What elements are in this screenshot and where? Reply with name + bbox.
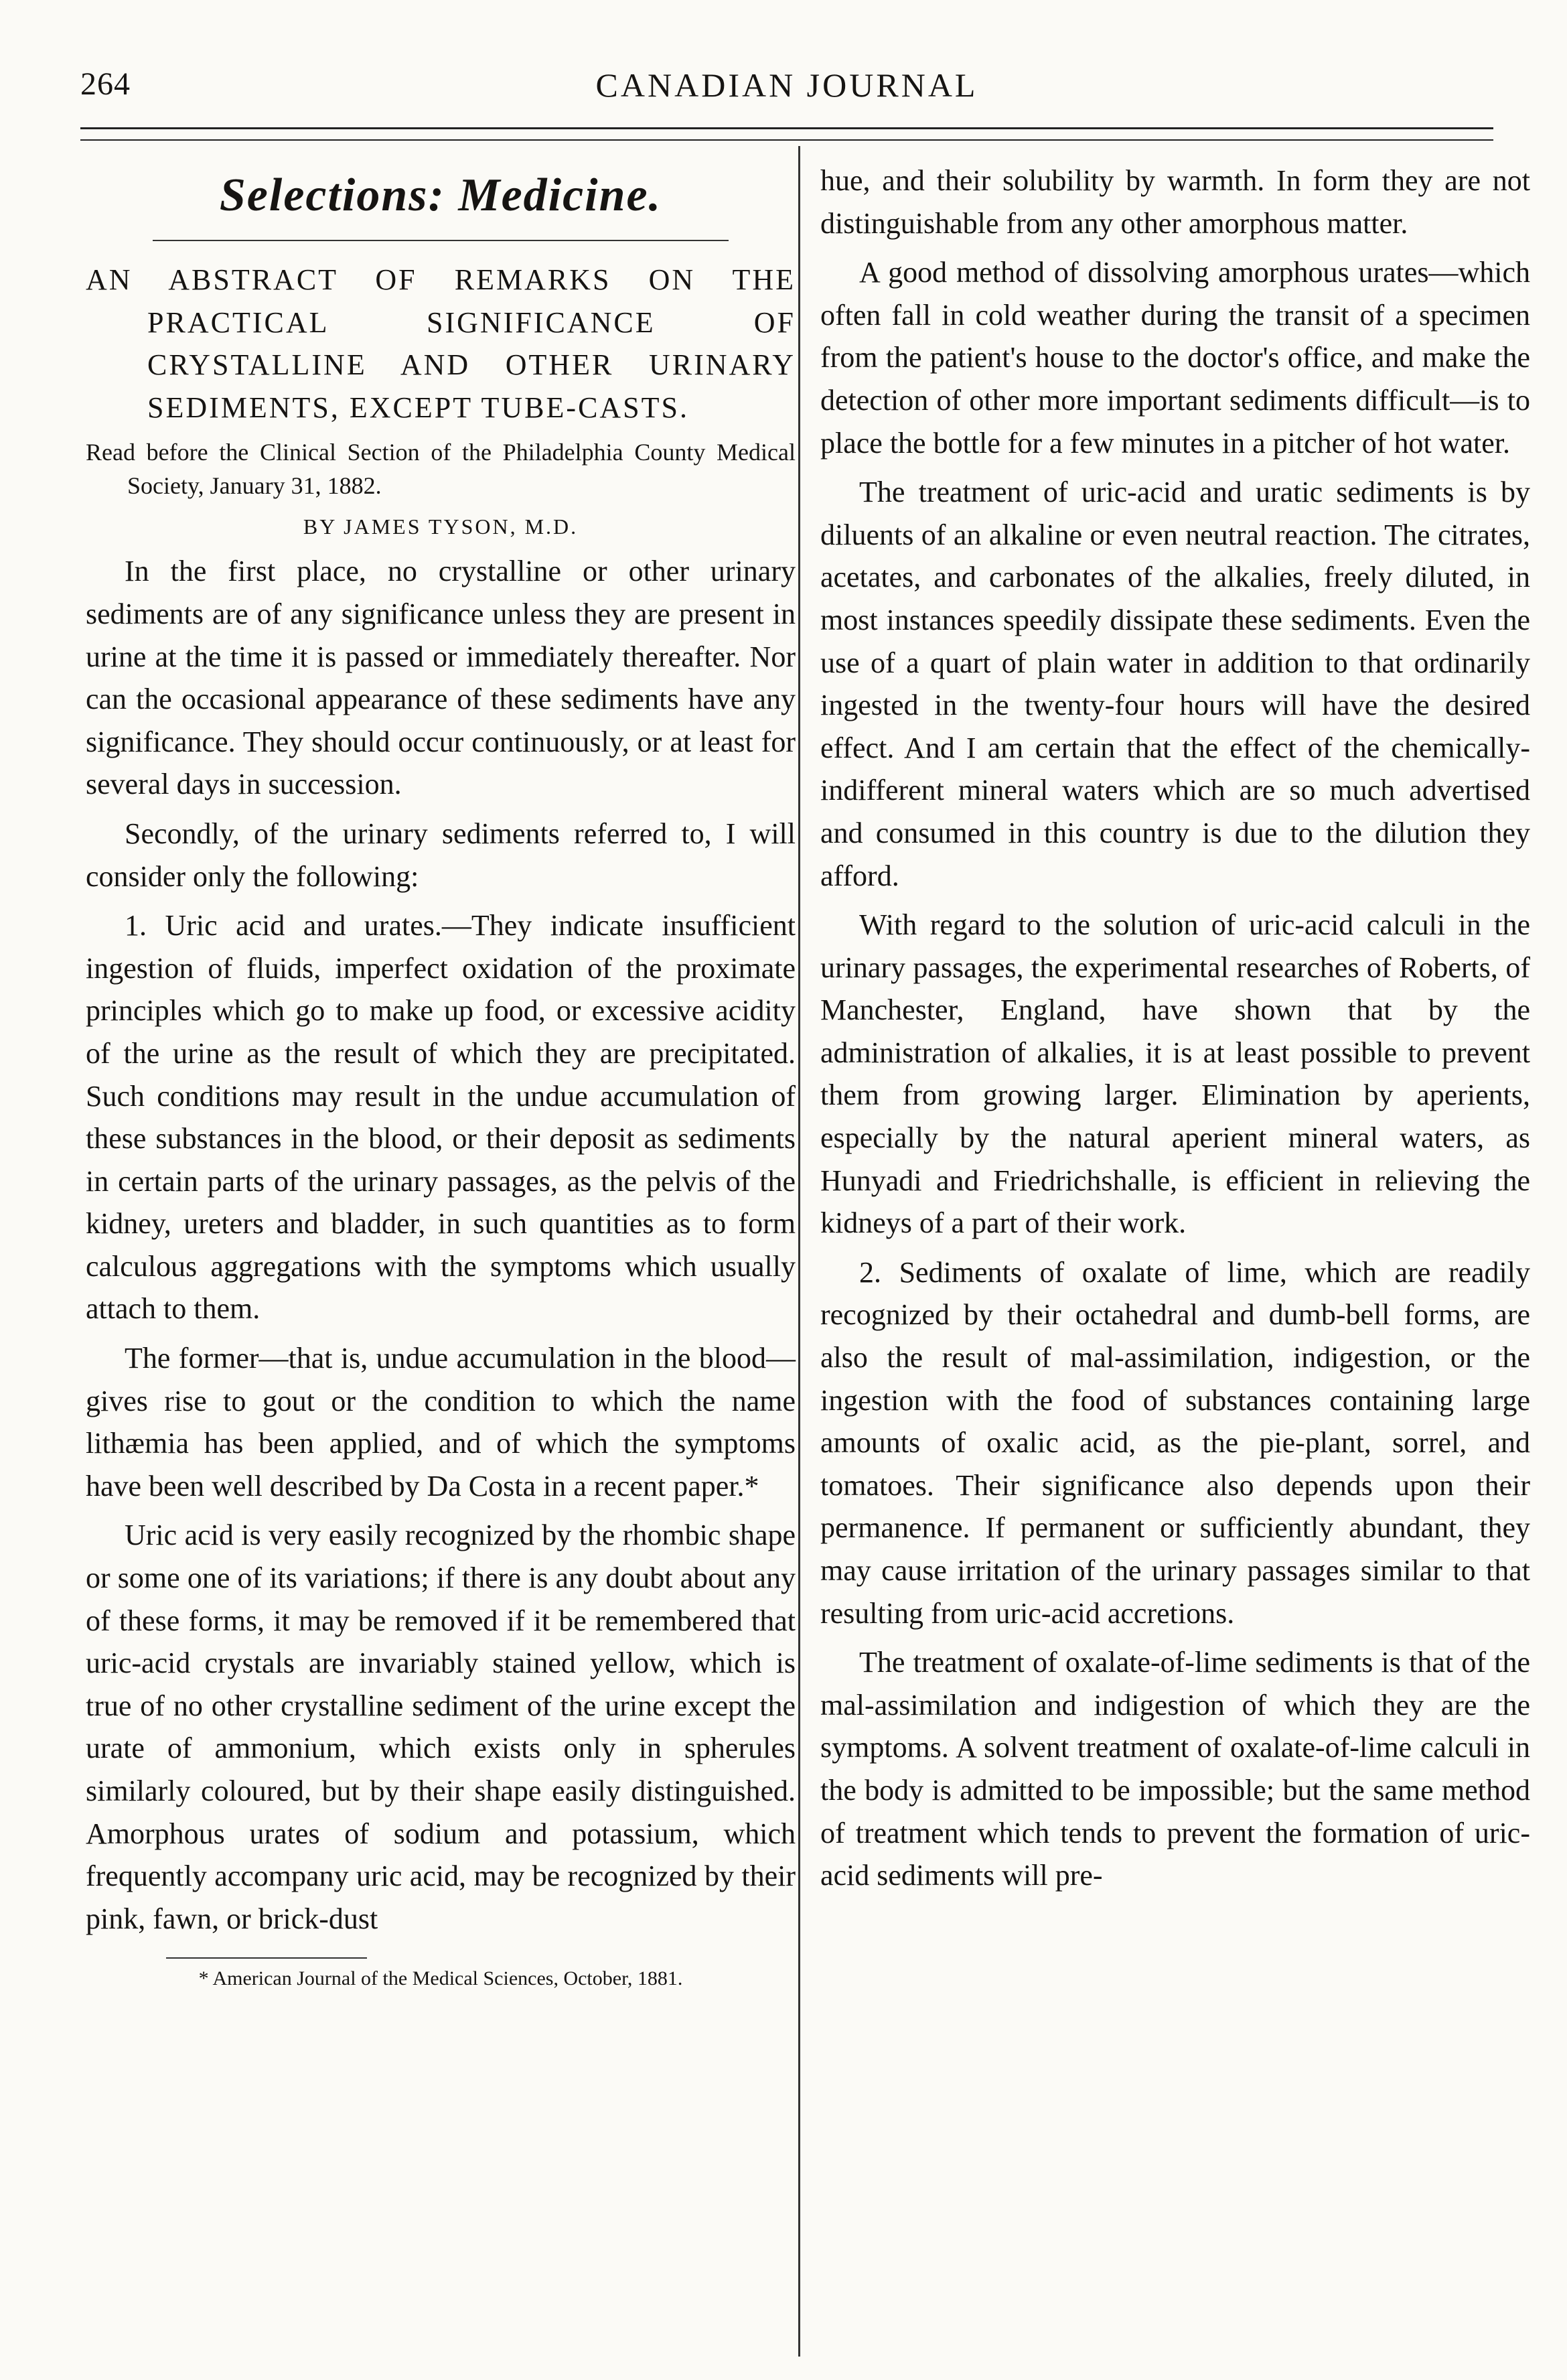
section-heading: Selections: Medicine. <box>219 169 662 221</box>
left-paragraph-5: Uric acid is very easily recognized by the rhombic shape or some one of its variations; if there is any doubt about any of these forms, it may be removed if it be remembered that uric-acid crystals are invariably stained yellow, which is true of no other crystalline sediment of the urine except the urate of ammonium, which exists only in spherules similarly coloured, but by their shape easily distinguished. Amorphous urates of sodium and potassium, which frequently accompany uric acid, may be recognized by their pink, fawn, or brick-dust <box>86 1519 796 1935</box>
left-paragraph-4: The former—that is, undue accumulation in the blood—gives rise to gout or the condition to which the name lithæmia has been applied, and of which the symptoms have been well described by Da Costa in a recent paper.* <box>86 1342 796 1502</box>
column-divider <box>798 146 800 2357</box>
left-paragraph-2: Secondly, of the urinary sediments referred to, I will consider only the following: <box>86 817 796 893</box>
right-paragraph-3: The treatment of uric-acid and uratic sediments is by diluents of an alkaline or even neutral reaction. The citrates, acetates, and carbonates of the alkalies, freely diluted, in most instances speedily dissipate these sediments. Even the use of a quart of plain water in addition to that ordinarily ingested in the twenty-four hours will have the desired effect. And I am certain that the effect of the chemically-indifferent mineral waters which are so much advertised and consumed in this country is due to the dilution they afford. <box>820 476 1530 892</box>
right-paragraph-6: The treatment of oxalate-of-lime sediments is that of the mal-assimilation and indigestion of which they are the symptoms. A solvent treatment of oxalate-of-lime calculi in the body is admitted to be impossible; but the same method of treatment which tends to prevent the formation of uric-acid sediments will pre- <box>820 1646 1530 1892</box>
left-paragraph-1: In the first place, no crystalline or other urinary sediments are of any significance unless they are present in urine at the time it is passed or immediately thereafter. Nor can the occasional appearance of these sediments have any significance. They should occur continuously, or at least for several days in succession. <box>86 555 796 801</box>
footnote-rule <box>166 1957 367 1959</box>
read-note: Read before the Clinical Section of the Philadelphia County Medical Society, January 31, 1882. <box>86 439 796 500</box>
left-column <box>86 159 796 1992</box>
right-column <box>820 159 1530 1897</box>
article-title: AN ABSTRACT OF REMARKS ON THE PRACTICAL SIGNIFICANCE OF CRYSTALLINE AND OTHER URINARY SEDIMENTS, EXCEPT TUBE-CASTS. <box>86 263 796 424</box>
section-rule <box>153 240 729 241</box>
journal-title: CANADIAN JOURNAL <box>595 66 978 104</box>
right-paragraph-1: hue, and their solubility by warmth. In form they are not distinguishable from any other amorphous matter. <box>820 164 1530 240</box>
right-paragraph-5: 2. Sediments of oxalate of lime, which are readily recognized by their octahedral and dumb-bell forms, are also the result of mal-assimilation, indigestion, or the ingestion with the food of substances containing large amounts of oxalic acid, as the pie-plant, sorrel, and tomatoes. Their significance also depends upon their permanence. If permanent or sufficiently abundant, they may cause irritation of the urinary passages similar to that resulting from uric-acid accretions. <box>820 1255 1530 1630</box>
header-rule <box>80 127 1493 129</box>
right-paragraph-2: A good method of dissolving amorphous urates—which often fall in cold weather during the transit of a specimen from the patient's house to the doctor's office, and make the detection of other more important sediments difficult—is to place the bottle for a few minutes in a pitcher of hot water. <box>820 256 1530 460</box>
left-paragraph-3: 1. Uric acid and urates.—They indicate insufficient ingestion of fluids, imperfect oxidation of the proximate principles which go to make up food, or excessive acidity of the urine as the result of which they are precipitated. Such conditions may result in the undue accumulation of these substances in the blood, or their deposit as sediments in certain parts of the urinary passages, as the pelvis of the kidney, ureters and bladder, in such quantities as to form calculous aggregations with the symptoms which usually attach to them. <box>86 909 796 1326</box>
header-rule-thin <box>80 139 1493 141</box>
right-paragraph-4: With regard to the solution of uric-acid calculi in the urinary passages, the experimental researches of Roberts, of Manchester, England, have shown that by the administration of alkalies, it is at least possible to prevent them from growing larger. Elimination by aperients, especially by the natural aperient mineral waters, as Hunyadi and Friedrichshalle, is efficient in relieving the kidneys of a part of their work. <box>820 908 1530 1240</box>
byline: BY JAMES TYSON, M.D. <box>303 514 579 539</box>
running-head <box>80 66 1493 113</box>
page-number: 264 <box>80 66 131 102</box>
footnote: * American Journal of the Medical Sciences, October, 1881. <box>198 1967 683 1990</box>
